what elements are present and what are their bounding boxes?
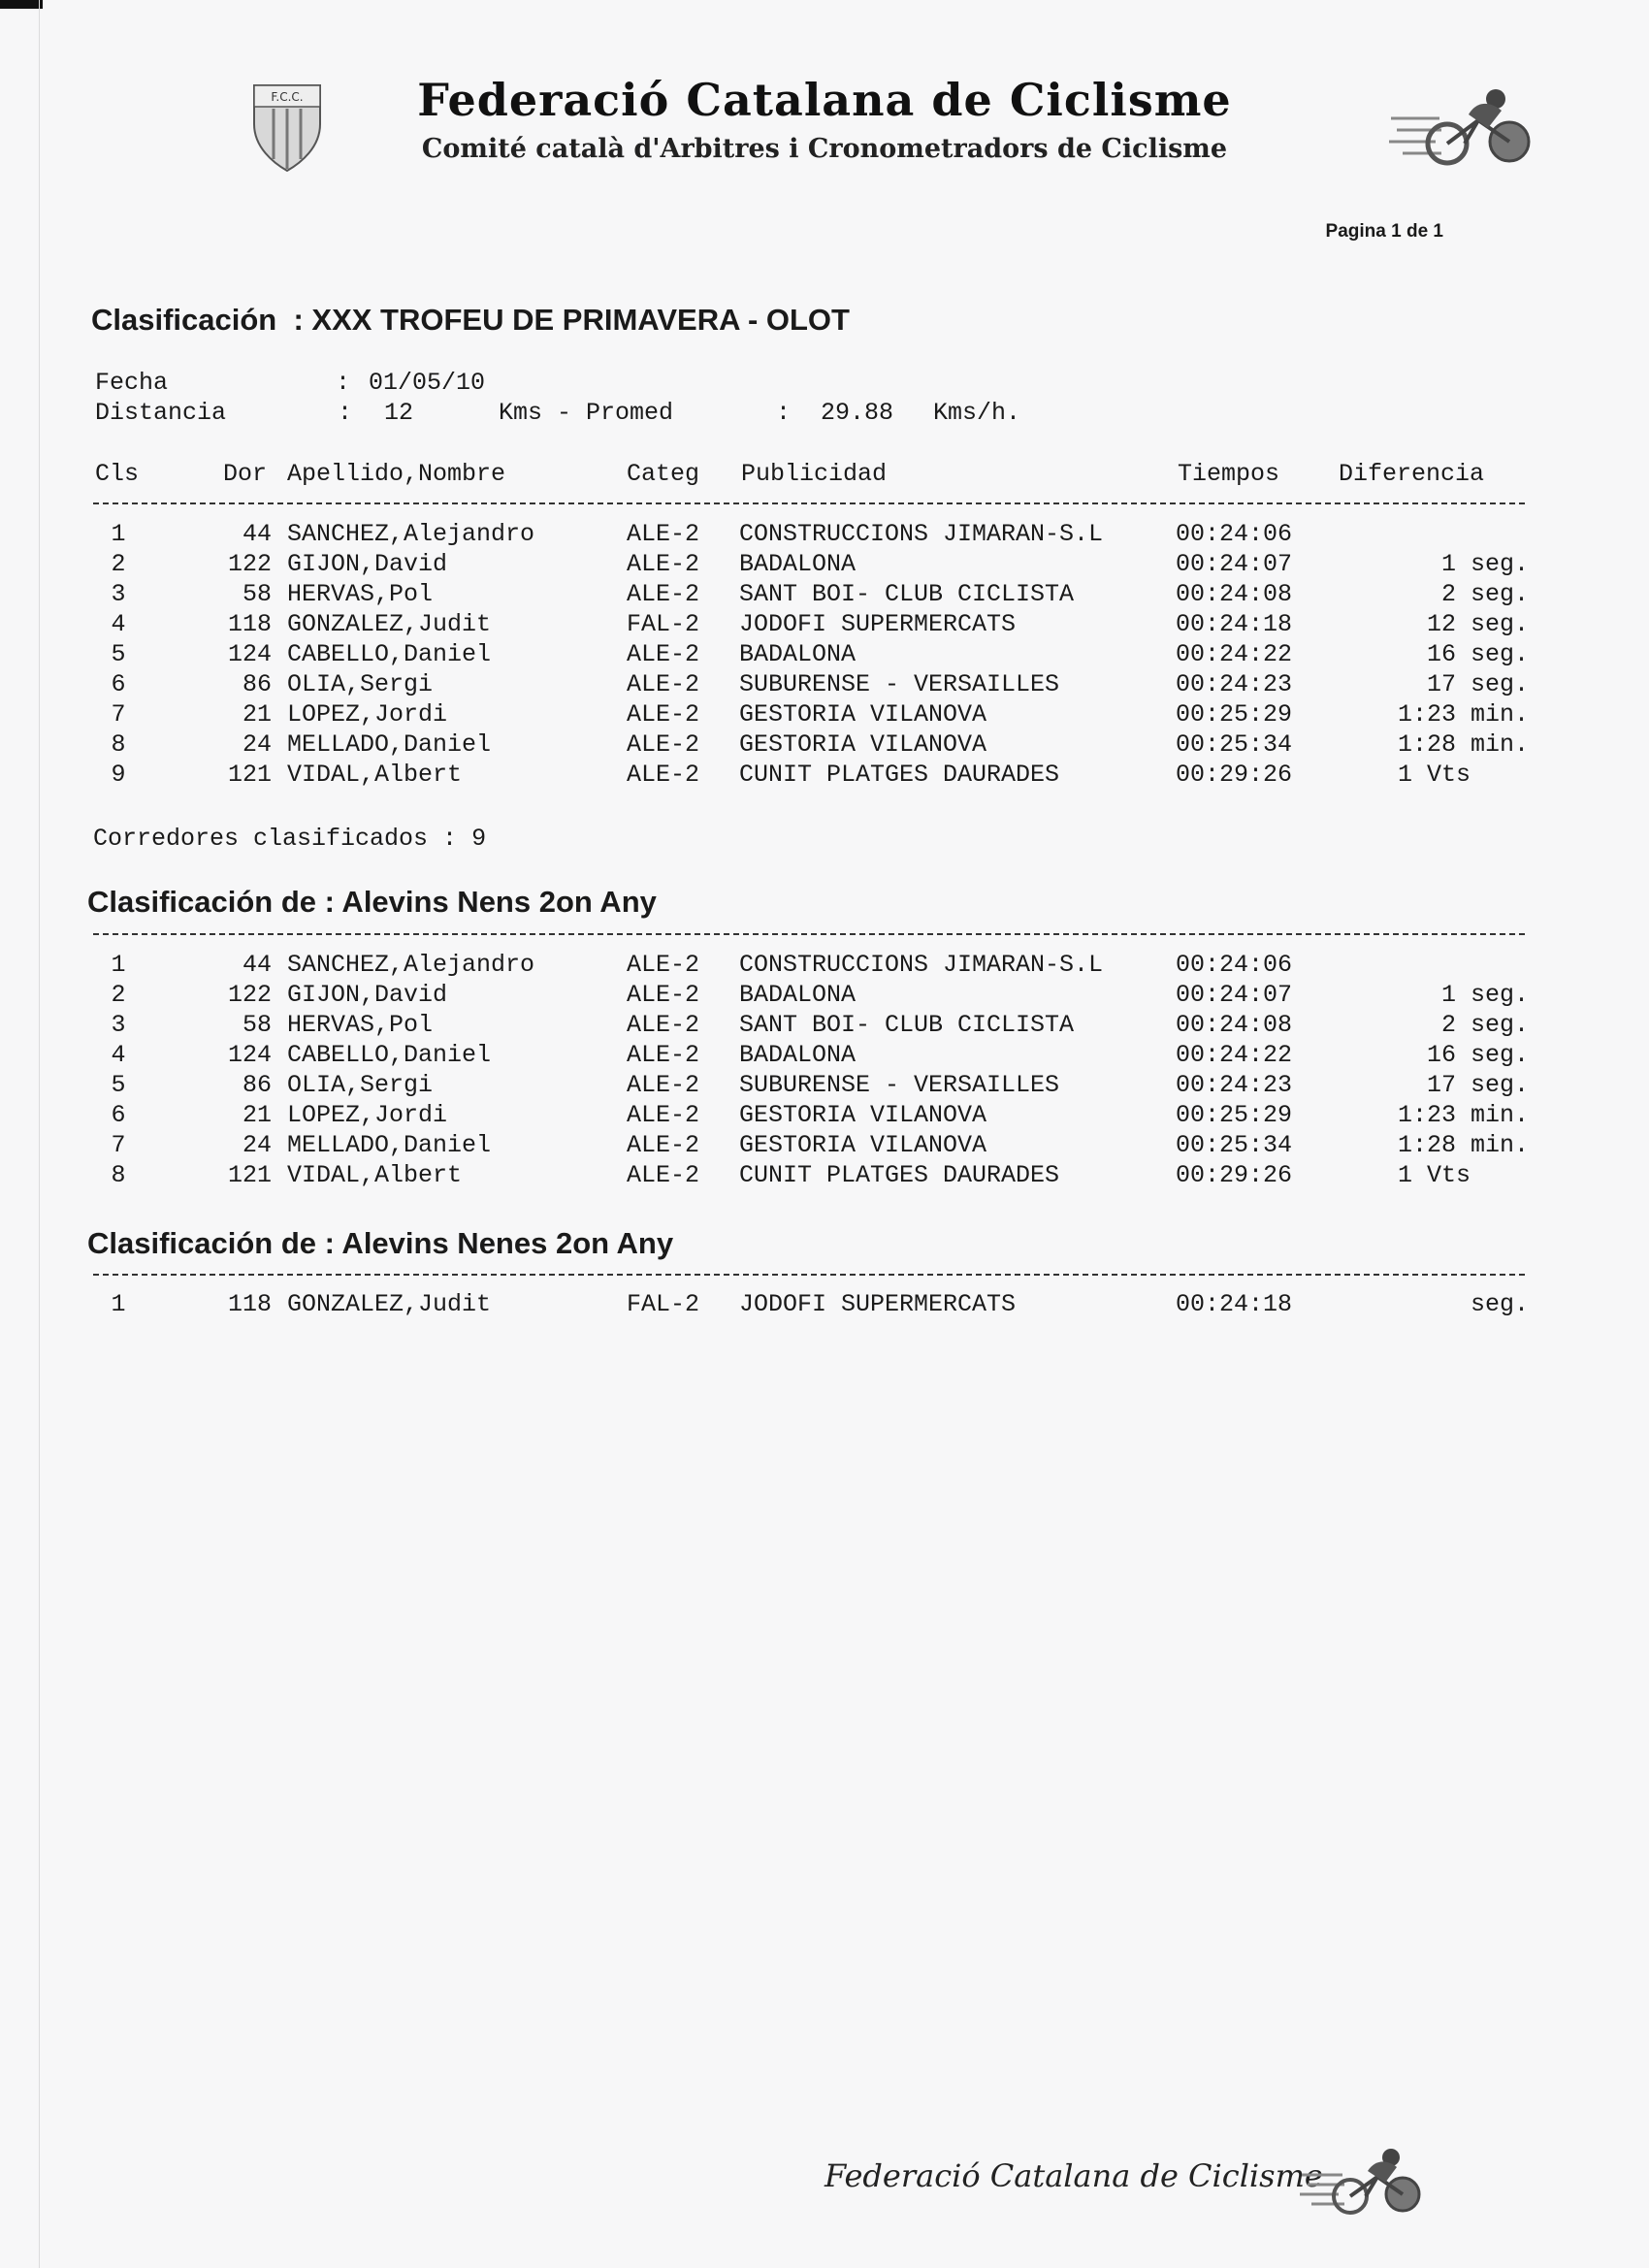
- dorsal: 58: [242, 1011, 272, 1039]
- pos: 5: [111, 640, 126, 668]
- dorsal: 24: [242, 1131, 272, 1159]
- rider-name: HERVAS,Pol: [287, 1011, 434, 1039]
- rider-name: MELLADO,Daniel: [287, 730, 492, 759]
- divider: [93, 933, 1525, 935]
- col-tiempos: Tiempos: [1178, 460, 1280, 488]
- pos: 3: [111, 1011, 126, 1039]
- time: 00:25:34: [1176, 1131, 1293, 1159]
- category: ALE-2: [627, 640, 700, 668]
- pos: 1: [111, 520, 126, 548]
- gap: 1 seg.: [1440, 981, 1529, 1009]
- pos: 3: [111, 580, 126, 608]
- col-dor: Dor: [223, 460, 268, 488]
- category: ALE-2: [627, 981, 700, 1009]
- category: ALE-2: [627, 1161, 700, 1189]
- cyclist-logo-icon: [1387, 85, 1533, 169]
- gap: 2 seg.: [1440, 580, 1529, 608]
- gap: 1:28 min.: [1397, 1131, 1529, 1159]
- pos: 2: [111, 550, 126, 578]
- dorsal: 121: [227, 1161, 272, 1189]
- dorsal: 58: [242, 580, 272, 608]
- rider-name: VIDAL,Albert: [287, 1161, 463, 1189]
- gap: 1 seg.: [1440, 550, 1529, 578]
- sponsor: JODOFI SUPERMERCATS: [739, 610, 1017, 638]
- time: 00:25:34: [1176, 730, 1293, 759]
- gap: 1:28 min.: [1397, 730, 1529, 759]
- sponsor: SANT BOI- CLUB CICLISTA: [739, 1011, 1075, 1039]
- page-number: Pagina 1 de 1: [1325, 221, 1443, 242]
- time: 00:24:22: [1176, 640, 1293, 668]
- dorsal: 122: [227, 550, 272, 578]
- sponsor: CUNIT PLATGES DAURADES: [739, 761, 1060, 789]
- category: ALE-2: [627, 761, 700, 789]
- rider-name: LOPEZ,Jordi: [287, 1101, 448, 1129]
- gap: 16 seg.: [1426, 640, 1529, 668]
- pos: 6: [111, 1101, 126, 1129]
- gap: 16 seg.: [1426, 1041, 1529, 1069]
- promed-unit: Kms/h.: [933, 399, 1021, 427]
- gap: 1:23 min.: [1397, 700, 1529, 729]
- dorsal: 86: [242, 670, 272, 698]
- distancia-value: 12: [384, 399, 414, 427]
- time: 00:24:22: [1176, 1041, 1293, 1069]
- time: 00:24:07: [1176, 981, 1293, 1009]
- gap: 17 seg.: [1426, 670, 1529, 698]
- rider-name: CABELLO,Daniel: [287, 1041, 492, 1069]
- pos: 1: [111, 1290, 126, 1318]
- section-title-nens: Clasificación de : Alevins Nens 2on Any: [87, 885, 657, 919]
- distancia-colon: :: [338, 399, 353, 427]
- time: 00:29:26: [1176, 761, 1293, 789]
- sponsor: BADALONA: [739, 640, 857, 668]
- gap: 1 Vts: [1397, 761, 1529, 789]
- category: ALE-2: [627, 550, 700, 578]
- sponsor: BADALONA: [739, 550, 857, 578]
- pos: 2: [111, 981, 126, 1009]
- rider-name: GIJON,David: [287, 550, 448, 578]
- col-cls: Cls: [95, 460, 140, 488]
- distancia-label: Distancia: [95, 399, 227, 427]
- category: ALE-2: [627, 1011, 700, 1039]
- rider-name: GIJON,David: [287, 981, 448, 1009]
- rider-name: OLIA,Sergi: [287, 670, 434, 698]
- classification-title: Clasificación : XXX TROFEU DE PRIMAVERA - OLOT: [91, 303, 850, 337]
- cyclist-logo-icon: [1298, 2146, 1424, 2218]
- pos: 7: [111, 1131, 126, 1159]
- riders-classified-summary: Corredores clasificados : 9: [93, 825, 487, 853]
- sponsor: CONSTRUCCIONS JIMARAN-S.L: [739, 520, 1104, 548]
- gap: 2 seg.: [1440, 1011, 1529, 1039]
- gap: 12 seg.: [1426, 610, 1529, 638]
- pos: 9: [111, 761, 126, 789]
- time: 00:24:07: [1176, 550, 1293, 578]
- time: 00:24:08: [1176, 580, 1293, 608]
- rider-name: OLIA,Sergi: [287, 1071, 434, 1099]
- gap: 17 seg.: [1426, 1071, 1529, 1099]
- sponsor: GESTORIA VILANOVA: [739, 1131, 987, 1159]
- rider-name: VIDAL,Albert: [287, 761, 463, 789]
- fecha-value: 01/05/10: [369, 369, 486, 397]
- pos: 6: [111, 670, 126, 698]
- col-categ: Categ: [627, 460, 700, 488]
- rider-name: SANCHEZ,Alejandro: [287, 520, 535, 548]
- dorsal: 118: [227, 610, 272, 638]
- rider-name: SANCHEZ,Alejandro: [287, 951, 535, 979]
- col-diferencia: Diferencia: [1339, 460, 1485, 488]
- dorsal: 21: [242, 700, 272, 729]
- time: 00:24:23: [1176, 670, 1293, 698]
- category: FAL-2: [627, 1290, 700, 1318]
- sponsor: BADALONA: [739, 981, 857, 1009]
- divider: [93, 502, 1525, 504]
- rider-name: HERVAS,Pol: [287, 580, 434, 608]
- section-title-nenes: Clasificación de : Alevins Nenes 2on Any: [87, 1226, 674, 1260]
- pos: 7: [111, 700, 126, 729]
- pos: 5: [111, 1071, 126, 1099]
- sponsor: GESTORIA VILANOVA: [739, 700, 987, 729]
- pos: 8: [111, 730, 126, 759]
- org-subtitle: Comité català d'Arbitres i Cronometradors de Ciclisme: [421, 134, 1228, 164]
- sponsor: BADALONA: [739, 1041, 857, 1069]
- fecha-colon: :: [336, 369, 351, 397]
- time: 00:24:06: [1176, 520, 1293, 548]
- category: FAL-2: [627, 610, 700, 638]
- divider: [93, 1274, 1525, 1276]
- gap: 1:23 min.: [1397, 1101, 1529, 1129]
- rider-name: GONZALEZ,Judit: [287, 1290, 492, 1318]
- pos: 1: [111, 951, 126, 979]
- category: ALE-2: [627, 580, 700, 608]
- sponsor: CONSTRUCCIONS JIMARAN-S.L: [739, 951, 1104, 979]
- sponsor: CUNIT PLATGES DAURADES: [739, 1161, 1060, 1189]
- scan-edge-mark: [0, 0, 43, 9]
- category: ALE-2: [627, 700, 700, 729]
- dorsal: 124: [227, 1041, 272, 1069]
- sponsor: GESTORIA VILANOVA: [739, 1101, 987, 1129]
- dorsal: 122: [227, 981, 272, 1009]
- shield-text: F.C.C.: [271, 90, 304, 104]
- sponsor: GESTORIA VILANOVA: [739, 730, 987, 759]
- pos: 4: [111, 610, 126, 638]
- promed-colon: :: [776, 399, 792, 427]
- sponsor: SUBURENSE - VERSAILLES: [739, 670, 1060, 698]
- rider-name: LOPEZ,Jordi: [287, 700, 448, 729]
- rider-name: GONZALEZ,Judit: [287, 610, 492, 638]
- category: ALE-2: [627, 1131, 700, 1159]
- category: ALE-2: [627, 951, 700, 979]
- category: ALE-2: [627, 1041, 700, 1069]
- time: 00:29:26: [1176, 1161, 1293, 1189]
- dorsal: 124: [227, 640, 272, 668]
- gap: seg.: [1470, 1290, 1529, 1318]
- time: 00:24:18: [1176, 1290, 1293, 1318]
- col-name: Apellido,Nombre: [287, 460, 506, 488]
- time: 00:24:08: [1176, 1011, 1293, 1039]
- rider-name: CABELLO,Daniel: [287, 640, 492, 668]
- dorsal: 44: [242, 951, 272, 979]
- kms-label: Kms - Promed: [499, 399, 674, 427]
- sponsor: SANT BOI- CLUB CICLISTA: [739, 580, 1075, 608]
- org-title: Federació Catalana de Ciclisme: [417, 74, 1232, 126]
- dorsal: 21: [242, 1101, 272, 1129]
- dorsal: 44: [242, 520, 272, 548]
- footer-org-name: Federació Catalana de Ciclisme: [824, 2157, 1323, 2194]
- rider-name: MELLADO,Daniel: [287, 1131, 492, 1159]
- pos: 4: [111, 1041, 126, 1069]
- category: ALE-2: [627, 670, 700, 698]
- gap: 1 Vts: [1397, 1161, 1529, 1189]
- category: ALE-2: [627, 1101, 700, 1129]
- promed-value: 29.88: [821, 399, 894, 427]
- dorsal: 118: [227, 1290, 272, 1318]
- time: 00:25:29: [1176, 700, 1293, 729]
- time: 00:24:18: [1176, 610, 1293, 638]
- dorsal: 24: [242, 730, 272, 759]
- pos: 8: [111, 1161, 126, 1189]
- sponsor: JODOFI SUPERMERCATS: [739, 1290, 1017, 1318]
- dorsal: 86: [242, 1071, 272, 1099]
- fecha-label: Fecha: [95, 369, 169, 397]
- category: ALE-2: [627, 520, 700, 548]
- time: 00:24:23: [1176, 1071, 1293, 1099]
- dorsal: 121: [227, 761, 272, 789]
- time: 00:25:29: [1176, 1101, 1293, 1129]
- category: ALE-2: [627, 730, 700, 759]
- federation-shield-logo: [250, 81, 324, 175]
- sponsor: SUBURENSE - VERSAILLES: [739, 1071, 1060, 1099]
- col-pub: Publicidad: [741, 460, 888, 488]
- time: 00:24:06: [1176, 951, 1293, 979]
- category: ALE-2: [627, 1071, 700, 1099]
- page-edge: [39, 0, 40, 2268]
